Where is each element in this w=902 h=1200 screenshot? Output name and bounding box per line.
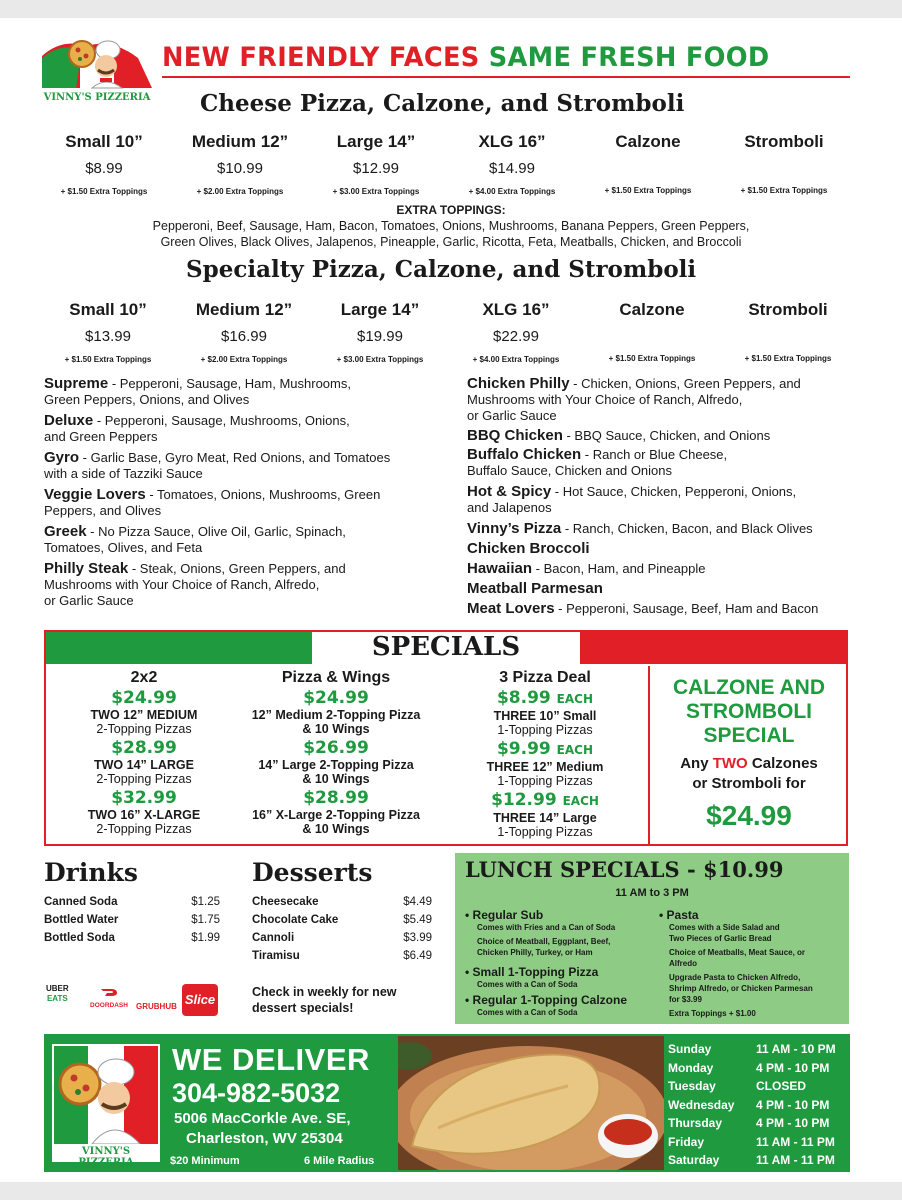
size-name: Calzone (615, 132, 681, 151)
item-name: Chicken Broccoli (467, 540, 590, 557)
headline-green: SAME FRESH FOOD (488, 42, 770, 73)
doordash-icon (99, 987, 119, 997)
calzone-special-title: CALZONE AND STROMBOLI SPECIAL (672, 676, 826, 747)
item-desc: - Tomatoes, Onions, Mushrooms, Green (145, 487, 381, 502)
size-extra: + $2.00 Extra Toppings (200, 355, 288, 364)
lunch-hours: 11 AM to 3 PM (615, 887, 689, 899)
special-2x2 (64, 668, 224, 836)
item-name: BBQ Chicken (467, 427, 563, 444)
delivery-minimum: $20 Minimum (170, 1155, 240, 1167)
special-title: Pizza & Wings (281, 669, 391, 686)
size-name: Calzone (619, 300, 685, 319)
specialty-item (44, 413, 444, 445)
special-price: $28.99 (111, 738, 177, 758)
item-name: Meat Lovers (467, 600, 555, 617)
dessert-row: Tiramisu $6.49 (252, 950, 432, 962)
cheese-size-calzone (582, 132, 714, 195)
size-name: XLG 16” (478, 132, 546, 151)
hours-row: Friday 11 AM - 11 PM (668, 1134, 835, 1149)
menu-page (0, 18, 902, 1182)
hours-row: Tuesday CLOSED (668, 1079, 807, 1093)
item-desc: and Jalapenos (467, 500, 552, 515)
dessert-row: Cannoli $3.99 (252, 932, 432, 944)
cheese-size-medium (174, 132, 306, 196)
item-desc: Tomatoes, Olives, and Feta (44, 540, 203, 555)
cheese-size-small (38, 132, 170, 196)
special-desc: 14” Large 2-Topping Pizza (258, 758, 414, 772)
item-desc: - Chicken, Onions, Green Peppers, and (569, 376, 801, 391)
special-desc: 1-Topping Pizzas (497, 774, 593, 788)
doordash-logo: DOORDASH (84, 984, 134, 1009)
slice-logo: Slice (182, 984, 218, 1016)
size-price: Reg. $8.99 / L $10.99 (728, 164, 840, 176)
item-desc: - Pepperoni, Sausage, Beef, Ham and Bacon (554, 601, 819, 616)
special-desc: 12” Medium 2-Topping Pizza (251, 708, 421, 722)
item-desc: - No Pizza Sauce, Olive Oil, Garlic, Spinach, (86, 524, 346, 539)
item-name: Meatball Parmesan (467, 580, 603, 597)
specialty-size-xlg (450, 300, 582, 364)
size-extra: + $2.00 Extra Toppings (196, 187, 284, 196)
address-line: Charleston, WV 25304 (186, 1130, 343, 1147)
size-extra: + $1.50 Extra Toppings (60, 187, 148, 196)
size-price: $19.99 (357, 328, 403, 345)
item-desc: with a side of Tazziki Sauce (44, 466, 203, 481)
special-desc: TWO 16” X-LARGE (87, 808, 201, 822)
item-name: Veggie Lovers (44, 486, 146, 503)
special-price: $28.99 (303, 788, 369, 808)
headline-red: NEW FRIENDLY FACES (162, 42, 480, 73)
hours-row: Sunday 11 AM - 10 PM (668, 1042, 836, 1056)
specialty-size-stromboli (722, 300, 854, 363)
special-desc: THREE 10” Small (493, 709, 597, 723)
extra-toppings-line: Green Olives, Black Olives, Jalapenos, Pineapple, Garlic, Ricotta, Feta, Meatballs, Chicken, and Broccoli (160, 235, 742, 249)
special-title: 3 Pizza Deal (499, 669, 591, 686)
delivery-logo-text: VINNY'S PIZZERIA (78, 1146, 134, 1168)
special-desc: & 10 Wings (302, 722, 370, 736)
size-name: XLG 16” (482, 300, 550, 319)
special-desc: & 10 Wings (302, 822, 370, 836)
headline (162, 42, 769, 73)
special-desc: 2-Topping Pizzas (96, 822, 192, 836)
special-desc: 16” X-Large 2-Topping Pizza (252, 808, 420, 822)
item-name: Philly Steak (44, 560, 129, 577)
size-extra: + $3.00 Extra Toppings (336, 355, 424, 364)
specials-title: SPECIALS (371, 632, 521, 662)
size-price: $16.99 (221, 328, 267, 345)
item-desc: - BBQ Sauce, Chicken, and Onions (562, 428, 771, 443)
drink-row: Canned Soda $1.25 (44, 896, 220, 908)
item-desc: Peppers, and Olives (44, 503, 162, 518)
cheese-size-xlg (446, 132, 578, 196)
extra-toppings-title: EXTRA TOPPINGS: (396, 203, 506, 217)
size-extra: + $4.00 Extra Toppings (468, 187, 556, 196)
item-desc: or Garlic Sauce (467, 408, 557, 423)
specialty-item (467, 428, 867, 444)
item-desc: - Pepperoni, Sausage, Mushrooms, Onions, (93, 413, 350, 428)
lunch-item: • Small 1-Topping Pizza Comes with a Can of Soda (465, 965, 599, 989)
size-extra: + $1.50 Extra Toppings (608, 354, 696, 363)
specialty-item (467, 541, 867, 557)
lunch-specials (455, 853, 849, 1024)
item-name: Vinny’s Pizza (467, 520, 562, 537)
hours-row: Wednesday 4 PM - 10 PM (668, 1097, 830, 1112)
size-name: Large 14” (336, 132, 416, 151)
drink-row: Bottled Soda $1.99 (44, 932, 220, 944)
special-price: $9.99 EACH (496, 739, 594, 759)
specialty-item (44, 376, 444, 408)
size-extra: + $1.50 Extra Toppings (64, 355, 152, 364)
grubhub-logo: GRUBHUB (136, 1002, 177, 1011)
size-extra: + $1.50 Extra Toppings (744, 354, 832, 363)
dessert-row: Cheesecake $4.49 (252, 896, 432, 908)
item-name: Gyro (44, 449, 80, 466)
drink-row: Bottled Water $1.75 (44, 914, 220, 926)
item-name: Chicken Philly (467, 375, 570, 392)
item-desc: - Pepperoni, Sausage, Ham, Mushrooms, (108, 376, 351, 391)
special-desc: TWO 12” MEDIUM (90, 708, 198, 722)
drinks-title: Drinks (44, 858, 138, 887)
size-name: Small 10” (69, 300, 147, 319)
special-desc: 2-Topping Pizzas (96, 722, 192, 736)
cheese-size-stromboli (718, 132, 850, 195)
specialty-size-small (42, 300, 174, 364)
lunch-item: • Regular 1-Topping Calzone Comes with a Can of Soda (465, 993, 627, 1017)
item-desc: and Green Peppers (44, 429, 158, 444)
size-name: Large 14” (340, 300, 420, 319)
item-name: Buffalo Chicken (467, 446, 582, 463)
specialty-item (467, 447, 867, 479)
item-name: Greek (44, 523, 87, 540)
logo-text: VINNY'S PIZZERIA (43, 92, 151, 103)
delivery-radius: 6 Mile Radius (304, 1155, 375, 1167)
specialty-item (44, 524, 444, 556)
size-name: Stromboli (748, 300, 828, 319)
item-desc: Mushrooms with Your Choice of Ranch, Alfredo, (44, 577, 320, 592)
item-desc: Green Peppers, Onions, and Olives (44, 392, 250, 407)
specialty-item (467, 601, 887, 617)
size-name: Small 10” (65, 132, 143, 151)
special-desc: 1-Topping Pizzas (497, 825, 593, 839)
lunch-item: • Regular Sub Comes with Fries and a Can of Soda Choice of Meatball, Eggplant, Beef, Chicken Philly, Turkey, or Ham (465, 908, 616, 957)
size-price: $14.99 (489, 160, 535, 177)
special-price: $8.99 EACH (496, 688, 594, 708)
item-desc: - Hot Sauce, Chicken, Pepperoni, Onions, (551, 484, 797, 499)
size-extra: + $3.00 Extra Toppings (332, 187, 420, 196)
specialty-item (44, 450, 454, 482)
size-price: Reg. $13.99 / L $16.99 (592, 332, 712, 344)
specialty-size-medium (178, 300, 310, 364)
item-desc: - Ranch or Blue Cheese, (581, 447, 728, 462)
hours-row: Monday 4 PM - 10 PM (668, 1060, 830, 1075)
vinnys-logo (42, 36, 152, 110)
uber-eats-logo: UBER EATS (46, 984, 69, 1003)
specialty-item (467, 581, 867, 597)
header-divider (162, 76, 850, 78)
cheese-size-large (310, 132, 442, 196)
cheese-section-title: Cheese Pizza, Calzone, and Stromboli (200, 90, 685, 117)
special-price: $24.99 (111, 688, 177, 708)
size-name: Stromboli (744, 132, 824, 151)
size-extra: + $4.00 Extra Toppings (472, 355, 560, 364)
special-price: $24.99 (303, 688, 369, 708)
item-desc: - Ranch, Chicken, Bacon, and Black Olives (561, 521, 813, 536)
delivery-logo (52, 1044, 160, 1168)
specialty-item (467, 376, 867, 424)
special-pizza-wings (236, 668, 436, 836)
hours-row: Thursday 4 PM - 10 PM (668, 1116, 830, 1130)
address-line: 5006 MacCorkle Ave. SE, (174, 1110, 351, 1127)
special-3-pizza-deal (460, 668, 630, 839)
dessert-note: Check in weekly for new dessert specials! (252, 985, 397, 1015)
specialty-item (44, 561, 444, 609)
extra-toppings-line: Pepperoni, Beef, Sausage, Ham, Bacon, Tomatoes, Onions, Mushrooms, Banana Peppers, Green Peppers, (152, 219, 750, 233)
size-extra: + $1.50 Extra Toppings (740, 186, 828, 195)
size-price: $12.99 (353, 160, 399, 177)
size-extra: + $1.50 Extra Toppings (604, 186, 692, 195)
special-price: $32.99 (111, 788, 177, 808)
special-desc: 2-Topping Pizzas (96, 772, 192, 786)
specialty-section-title: Specialty Pizza, Calzone, and Stromboli (186, 256, 697, 283)
item-name: Deluxe (44, 412, 94, 429)
special-desc: THREE 14” Large (493, 811, 597, 825)
size-name: Medium 12” (191, 132, 289, 151)
size-price: Reg. $13.99 / L $16.99 (728, 332, 848, 344)
item-name: Hawaiian (467, 560, 533, 577)
hours-row: Saturday 11 AM - 11 PM (668, 1153, 835, 1167)
calzone-photo (398, 1036, 664, 1170)
extra-toppings-list (71, 218, 831, 250)
size-price: $10.99 (217, 160, 263, 177)
specialty-item (467, 484, 867, 516)
phone-number[interactable]: 304-982-5032 (172, 1078, 341, 1108)
special-price: $12.99 EACH (491, 790, 599, 810)
dessert-row: Chocolate Cake $5.49 (252, 914, 432, 926)
size-price: Reg. $8.99 / L $10.99 (592, 164, 704, 176)
special-price: $26.99 (303, 738, 369, 758)
lunch-item-pasta: • Pasta Comes with a Side Salad and Two Pieces of Garlic Bread Choice of Meatballs, Meat Sauce, or Alfredo Upgrade Pasta to Chicken Alfredo, Shrimp Alfredo, or Chicken Parmesan for $3.99 Extra Toppings + $1.00 (659, 908, 813, 1018)
size-price: $13.99 (85, 328, 131, 345)
desserts-title: Desserts (252, 858, 373, 887)
item-name: Hot & Spicy (467, 483, 552, 500)
size-price: $22.99 (493, 328, 539, 345)
special-title: 2x2 (130, 669, 158, 686)
item-desc: Buffalo Sauce, Chicken and Onions (467, 463, 673, 478)
calzone-stromboli-special (648, 666, 848, 846)
special-desc: THREE 12” Medium (486, 760, 604, 774)
specialty-size-large (314, 300, 446, 364)
lunch-title: LUNCH SPECIALS - $10.99 (465, 857, 784, 882)
item-desc: or Garlic Sauce (44, 593, 134, 608)
specialty-item (467, 521, 867, 537)
special-desc: 1-Topping Pizzas (497, 723, 593, 737)
opening-hours (668, 1042, 836, 1172)
item-desc: - Bacon, Ham, and Pineapple (532, 561, 706, 576)
we-deliver-title: WE DELIVER (172, 1042, 370, 1077)
specialty-item (467, 561, 867, 577)
calzone-special-price: $24.99 (706, 800, 792, 831)
specialty-size-calzone (586, 300, 718, 363)
calzone-special-desc: Any TWO Calzones or Stromboli for (680, 755, 818, 792)
special-desc: TWO 14” LARGE (93, 758, 194, 772)
size-price: $8.99 (85, 160, 123, 177)
item-desc: - Steak, Onions, Green Peppers, and (128, 561, 346, 576)
item-desc: Mushrooms with Your Choice of Ranch, Alfredo, (467, 392, 743, 407)
item-name: Supreme (44, 375, 109, 392)
specialty-item (44, 487, 444, 519)
item-desc: - Garlic Base, Gyro Meat, Red Onions, and Tomatoes (79, 450, 391, 465)
size-name: Medium 12” (195, 300, 293, 319)
special-desc: & 10 Wings (302, 772, 370, 786)
